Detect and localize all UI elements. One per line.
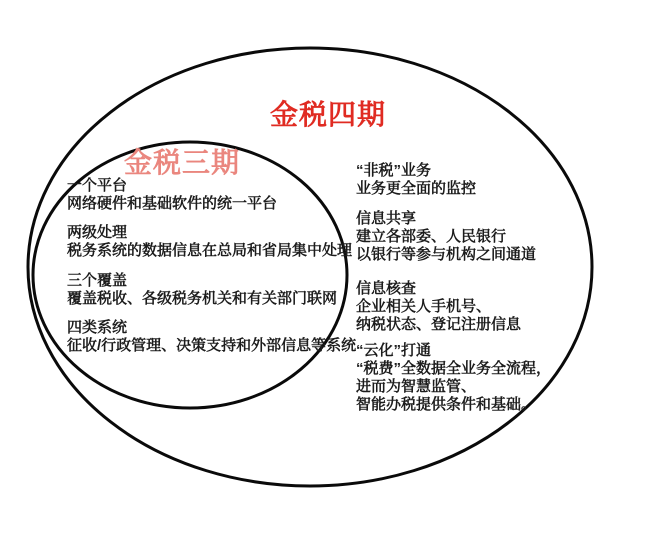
phase3-title: 金税三期 — [124, 147, 241, 178]
item-heading: 一个平台 — [67, 177, 128, 194]
item-line: 信息核查 — [356, 280, 417, 297]
item-line: 企业相关人手机号、 — [356, 298, 492, 315]
phase4-item-non-tax-business — [356, 162, 476, 198]
item-detail: 覆盖税收、各级税务机关和有关部门联网 — [67, 290, 338, 307]
phase4-item-cloudification — [356, 342, 551, 414]
item-detail: 税务系统的数据信息在总局和省局集中处理 — [67, 242, 353, 259]
phase3-item-one-platform — [67, 177, 277, 213]
item-line: 智能办税提供条件和基础。 — [356, 396, 537, 413]
item-line: 进而为智慧监管、 — [356, 378, 477, 395]
item-heading: 三个覆盖 — [67, 272, 128, 289]
phase3-item-four-systems — [67, 319, 356, 355]
phase4-item-information-sharing — [356, 210, 536, 264]
phase4-item-information-verification — [356, 280, 521, 334]
item-line: 纳税状态、登记注册信息 — [356, 316, 522, 333]
item-line: “非税”业务 — [356, 162, 432, 179]
item-line: 业务更全面的监控 — [356, 180, 477, 197]
item-line: 建立各部委、人民银行 — [356, 228, 507, 245]
item-detail: 征收/行政管理、决策支持和外部信息等系统 — [67, 337, 357, 354]
phase3-item-two-level-processing — [67, 224, 352, 260]
item-heading: 四类系统 — [67, 319, 128, 336]
phase4-title: 金税四期 — [270, 99, 387, 130]
phase3-item-three-coverages — [67, 272, 337, 308]
item-line: “云化”打通 — [356, 342, 432, 359]
item-heading: 两级处理 — [67, 224, 128, 241]
item-line: 以银行等参与机构之间通道 — [356, 246, 537, 263]
item-line: 信息共享 — [356, 210, 417, 227]
item-detail: 网络硬件和基础软件的统一平台 — [67, 195, 278, 212]
item-line: “税费”全数据全业务全流程， — [356, 360, 552, 377]
